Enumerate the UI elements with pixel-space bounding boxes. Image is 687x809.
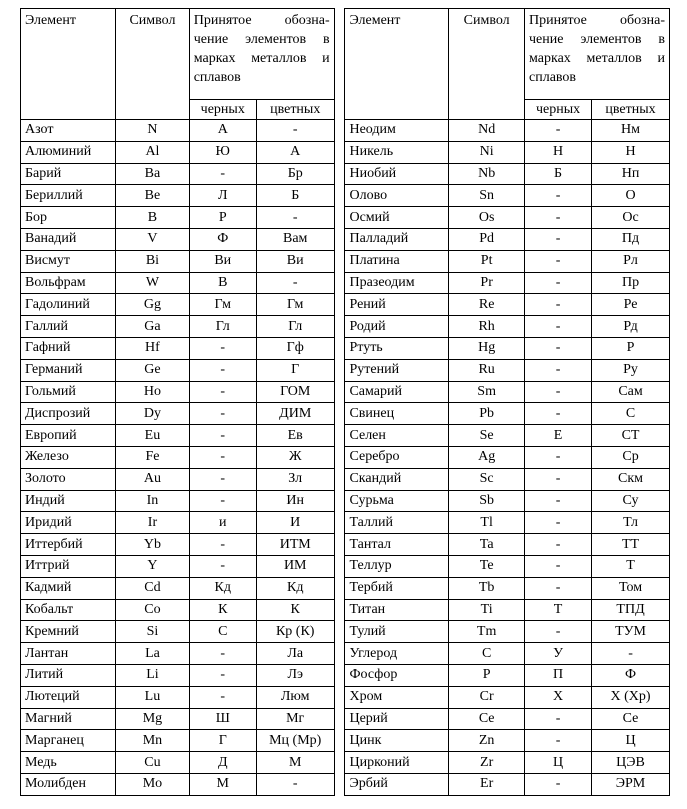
element-name: Родий: [345, 316, 449, 338]
table-row: [21, 141, 670, 163]
nonferrous-designation: ИМ: [256, 555, 334, 577]
element-symbol: Ir: [116, 512, 190, 534]
subheader-ferrous-right: черных: [525, 100, 592, 120]
nonferrous-designation: -: [592, 643, 670, 665]
element-symbol: B: [116, 207, 190, 229]
ferrous-designation: -: [525, 381, 592, 403]
element-symbol: Ag: [449, 446, 525, 468]
ferrous-designation: М: [189, 773, 256, 795]
header-element-right: Элемент: [345, 9, 449, 120]
table-row: [21, 185, 670, 207]
ferrous-designation: -: [189, 534, 256, 556]
element-symbol: Tb: [449, 577, 525, 599]
element-name: Празеодим: [345, 272, 449, 294]
table-row: [21, 752, 670, 774]
element-symbol: Ta: [449, 534, 525, 556]
table-row: [21, 228, 670, 250]
ferrous-designation: В: [189, 272, 256, 294]
ferrous-designation: Ф: [189, 228, 256, 250]
nonferrous-designation: Ев: [256, 425, 334, 447]
nonferrous-designation: Мг: [256, 708, 334, 730]
ferrous-designation: Р: [189, 207, 256, 229]
table-row: [21, 163, 670, 185]
ferrous-designation: -: [525, 773, 592, 795]
nonferrous-designation: ТУМ: [592, 621, 670, 643]
ferrous-designation: -: [525, 185, 592, 207]
element-symbol: La: [116, 643, 190, 665]
element-symbol: C: [449, 643, 525, 665]
element-symbol: Ba: [116, 163, 190, 185]
nonferrous-designation: -: [256, 120, 334, 142]
nonferrous-designation: -: [256, 207, 334, 229]
nonferrous-designation: Ж: [256, 446, 334, 468]
element-symbol: Sb: [449, 490, 525, 512]
element-name: Золото: [21, 468, 116, 490]
header-symbol-left: Символ: [116, 9, 190, 120]
nonferrous-designation: Рд: [592, 316, 670, 338]
element-name: Гольмий: [21, 381, 116, 403]
ferrous-designation: -: [525, 621, 592, 643]
ferrous-designation: -: [525, 359, 592, 381]
nonferrous-designation: Мц (Мр): [256, 730, 334, 752]
ferrous-designation: -: [189, 643, 256, 665]
ferrous-designation: -: [525, 120, 592, 142]
nonferrous-designation: Ф: [592, 664, 670, 686]
element-name: Ртуть: [345, 337, 449, 359]
nonferrous-designation: Гл: [256, 316, 334, 338]
element-symbol: Ho: [116, 381, 190, 403]
element-name: Хром: [345, 686, 449, 708]
table-row: [21, 621, 670, 643]
element-name: Рутений: [345, 359, 449, 381]
nonferrous-designation: Ц: [592, 730, 670, 752]
nonferrous-designation: Том: [592, 577, 670, 599]
element-symbol: Gg: [116, 294, 190, 316]
nonferrous-designation: Кд: [256, 577, 334, 599]
ferrous-designation: -: [189, 403, 256, 425]
nonferrous-designation: М: [256, 752, 334, 774]
ferrous-designation: -: [525, 708, 592, 730]
table-row: [21, 468, 670, 490]
element-symbol: Te: [449, 555, 525, 577]
header-row: [21, 9, 670, 100]
ferrous-designation: Т: [525, 599, 592, 621]
nonferrous-designation: Н: [592, 141, 670, 163]
element-symbol: Be: [116, 185, 190, 207]
table-row: [21, 773, 670, 795]
element-symbol: Eu: [116, 425, 190, 447]
table-row: [21, 446, 670, 468]
element-symbol: Li: [116, 664, 190, 686]
element-symbol: Hf: [116, 337, 190, 359]
nonferrous-designation: Т: [592, 555, 670, 577]
element-name: Европий: [21, 425, 116, 447]
table-row: [21, 730, 670, 752]
nonferrous-designation: -: [256, 773, 334, 795]
ferrous-designation: -: [189, 163, 256, 185]
nonferrous-designation: Ви: [256, 250, 334, 272]
element-name: Марганец: [21, 730, 116, 752]
element-name: Висмут: [21, 250, 116, 272]
nonferrous-designation: Рл: [592, 250, 670, 272]
element-name: Цинк: [345, 730, 449, 752]
element-name: Неодим: [345, 120, 449, 142]
ferrous-designation: Ви: [189, 250, 256, 272]
element-name: Кремний: [21, 621, 116, 643]
element-symbol: Au: [116, 468, 190, 490]
nonferrous-designation: Сам: [592, 381, 670, 403]
nonferrous-designation: Кр (К): [256, 621, 334, 643]
table-row: [21, 708, 670, 730]
element-symbol: Zn: [449, 730, 525, 752]
element-name: Гадолиний: [21, 294, 116, 316]
ferrous-designation: -: [525, 534, 592, 556]
table-row: [21, 294, 670, 316]
nonferrous-designation: ГОМ: [256, 381, 334, 403]
ferrous-designation: -: [189, 664, 256, 686]
ferrous-designation: -: [525, 730, 592, 752]
element-name: Вольфрам: [21, 272, 116, 294]
ferrous-designation: -: [525, 207, 592, 229]
nonferrous-designation: Х (Хр): [592, 686, 670, 708]
element-symbol: Sm: [449, 381, 525, 403]
table-row: [21, 664, 670, 686]
ferrous-designation: Е: [525, 425, 592, 447]
element-name: Медь: [21, 752, 116, 774]
ferrous-designation: Кд: [189, 577, 256, 599]
nonferrous-designation: Ре: [592, 294, 670, 316]
ferrous-designation: -: [189, 468, 256, 490]
nonferrous-designation: Зл: [256, 468, 334, 490]
element-name: Эрбий: [345, 773, 449, 795]
element-name: Цирконий: [345, 752, 449, 774]
ferrous-designation: А: [189, 120, 256, 142]
element-name: Иттрий: [21, 555, 116, 577]
ferrous-designation: -: [189, 337, 256, 359]
element-symbol: Nb: [449, 163, 525, 185]
ferrous-designation: -: [525, 468, 592, 490]
element-symbol: Ge: [116, 359, 190, 381]
element-symbol: W: [116, 272, 190, 294]
element-designation-table: [20, 8, 670, 796]
element-symbol: Pr: [449, 272, 525, 294]
header-element-left: Элемент: [21, 9, 116, 120]
element-name: Барий: [21, 163, 116, 185]
element-symbol: Nd: [449, 120, 525, 142]
ferrous-designation: -: [189, 555, 256, 577]
element-symbol: Cd: [116, 577, 190, 599]
element-name: Железо: [21, 446, 116, 468]
element-name: Сурьма: [345, 490, 449, 512]
header-designation-left: Принятое обозна-чение элементов в марках металлов и сплавов: [189, 9, 334, 100]
nonferrous-designation: -: [256, 272, 334, 294]
element-name: Олово: [345, 185, 449, 207]
element-symbol: Lu: [116, 686, 190, 708]
nonferrous-designation: Нм: [592, 120, 670, 142]
nonferrous-designation: ТТ: [592, 534, 670, 556]
element-name: Самарий: [345, 381, 449, 403]
nonferrous-designation: И: [256, 512, 334, 534]
element-symbol: Pb: [449, 403, 525, 425]
ferrous-designation: Л: [189, 185, 256, 207]
element-symbol: Mg: [116, 708, 190, 730]
nonferrous-designation: Пр: [592, 272, 670, 294]
nonferrous-designation: Пд: [592, 228, 670, 250]
ferrous-designation: -: [189, 425, 256, 447]
element-name: Церий: [345, 708, 449, 730]
element-name: Диспрозий: [21, 403, 116, 425]
element-name: Ванадий: [21, 228, 116, 250]
nonferrous-designation: Гм: [256, 294, 334, 316]
header-symbol-right: Символ: [449, 9, 525, 120]
element-name: Азот: [21, 120, 116, 142]
ferrous-designation: -: [189, 381, 256, 403]
nonferrous-designation: Г: [256, 359, 334, 381]
element-symbol: N: [116, 120, 190, 142]
table-row: [21, 381, 670, 403]
nonferrous-designation: Лэ: [256, 664, 334, 686]
subheader-nonferrous-left: цветных: [256, 100, 334, 120]
element-symbol: Cu: [116, 752, 190, 774]
nonferrous-designation: Гф: [256, 337, 334, 359]
element-symbol: Al: [116, 141, 190, 163]
ferrous-designation: -: [189, 686, 256, 708]
ferrous-designation: -: [189, 490, 256, 512]
ferrous-designation: Г: [189, 730, 256, 752]
element-symbol: Mo: [116, 773, 190, 795]
element-symbol: Mn: [116, 730, 190, 752]
nonferrous-designation: Вам: [256, 228, 334, 250]
element-name: Лютеций: [21, 686, 116, 708]
ferrous-designation: -: [525, 294, 592, 316]
ferrous-designation: -: [525, 272, 592, 294]
element-symbol: Tm: [449, 621, 525, 643]
element-name: Тантал: [345, 534, 449, 556]
element-name: Таллий: [345, 512, 449, 534]
element-name: Магний: [21, 708, 116, 730]
table-body: [21, 9, 670, 796]
element-designation-table-wrapper: [20, 8, 670, 796]
ferrous-designation: -: [525, 490, 592, 512]
element-symbol: Os: [449, 207, 525, 229]
element-name: Гафний: [21, 337, 116, 359]
nonferrous-designation: О: [592, 185, 670, 207]
element-name: Галлий: [21, 316, 116, 338]
ferrous-designation: Ш: [189, 708, 256, 730]
nonferrous-designation: С: [592, 403, 670, 425]
nonferrous-designation: ДИМ: [256, 403, 334, 425]
ferrous-designation: и: [189, 512, 256, 534]
header-designation-right: Принятое обозна-чение элементов в марках металлов и сплавов: [525, 9, 670, 100]
table-row: [21, 599, 670, 621]
ferrous-designation: -: [189, 446, 256, 468]
element-symbol: Ni: [449, 141, 525, 163]
nonferrous-designation: Люм: [256, 686, 334, 708]
nonferrous-designation: А: [256, 141, 334, 163]
ferrous-designation: -: [525, 316, 592, 338]
element-name: Осмий: [345, 207, 449, 229]
ferrous-designation: С: [189, 621, 256, 643]
ferrous-designation: К: [189, 599, 256, 621]
subheader-ferrous-left: черных: [189, 100, 256, 120]
element-name: Бериллий: [21, 185, 116, 207]
nonferrous-designation: Нп: [592, 163, 670, 185]
element-name: Титан: [345, 599, 449, 621]
ferrous-designation: -: [525, 555, 592, 577]
element-name: Платина: [345, 250, 449, 272]
element-name: Индий: [21, 490, 116, 512]
element-symbol: Er: [449, 773, 525, 795]
nonferrous-designation: Р: [592, 337, 670, 359]
element-symbol: Pt: [449, 250, 525, 272]
element-name: Кобальт: [21, 599, 116, 621]
ferrous-designation: Ю: [189, 141, 256, 163]
nonferrous-designation: Скм: [592, 468, 670, 490]
element-name: Бор: [21, 207, 116, 229]
element-name: Молибден: [21, 773, 116, 795]
element-symbol: Se: [449, 425, 525, 447]
ferrous-designation: -: [525, 250, 592, 272]
element-name: Иттербий: [21, 534, 116, 556]
element-name: Литий: [21, 664, 116, 686]
element-symbol: Cr: [449, 686, 525, 708]
element-name: Тербий: [345, 577, 449, 599]
element-symbol: Rh: [449, 316, 525, 338]
element-symbol: Yb: [116, 534, 190, 556]
element-name: Теллур: [345, 555, 449, 577]
element-name: Никель: [345, 141, 449, 163]
element-name: Ниобий: [345, 163, 449, 185]
element-name: Иридий: [21, 512, 116, 534]
ferrous-designation: Гл: [189, 316, 256, 338]
ferrous-designation: -: [525, 228, 592, 250]
subheader-nonferrous-right: цветных: [592, 100, 670, 120]
ferrous-designation: -: [525, 577, 592, 599]
ferrous-designation: Ц: [525, 752, 592, 774]
nonferrous-designation: ТПД: [592, 599, 670, 621]
element-symbol: Tl: [449, 512, 525, 534]
nonferrous-designation: К: [256, 599, 334, 621]
nonferrous-designation: ЦЭВ: [592, 752, 670, 774]
element-name: Алюминий: [21, 141, 116, 163]
table-row: [21, 512, 670, 534]
nonferrous-designation: Ру: [592, 359, 670, 381]
element-symbol: Pd: [449, 228, 525, 250]
nonferrous-designation: Ла: [256, 643, 334, 665]
ferrous-designation: -: [189, 359, 256, 381]
element-name: Тулий: [345, 621, 449, 643]
table-row: [21, 643, 670, 665]
element-symbol: V: [116, 228, 190, 250]
table-row: [21, 207, 670, 229]
ferrous-designation: У: [525, 643, 592, 665]
element-symbol: Bi: [116, 250, 190, 272]
table-row: [21, 272, 670, 294]
element-symbol: Dy: [116, 403, 190, 425]
ferrous-designation: Д: [189, 752, 256, 774]
element-symbol: Re: [449, 294, 525, 316]
table-row: [21, 250, 670, 272]
nonferrous-designation: Ср: [592, 446, 670, 468]
element-symbol: In: [116, 490, 190, 512]
element-name: Углерод: [345, 643, 449, 665]
table-row: [21, 534, 670, 556]
table-row: [21, 337, 670, 359]
table-row: [21, 577, 670, 599]
element-symbol: Zr: [449, 752, 525, 774]
element-name: Лантан: [21, 643, 116, 665]
element-symbol: Sn: [449, 185, 525, 207]
ferrous-designation: П: [525, 664, 592, 686]
nonferrous-designation: Су: [592, 490, 670, 512]
element-symbol: Co: [116, 599, 190, 621]
element-name: Серебро: [345, 446, 449, 468]
table-row: [21, 490, 670, 512]
ferrous-designation: -: [525, 512, 592, 534]
table-row: [21, 425, 670, 447]
table-row: [21, 555, 670, 577]
element-symbol: Sc: [449, 468, 525, 490]
table-row: [21, 316, 670, 338]
element-symbol: Ga: [116, 316, 190, 338]
nonferrous-designation: Ос: [592, 207, 670, 229]
ferrous-designation: -: [525, 446, 592, 468]
table-row: [21, 403, 670, 425]
element-symbol: Si: [116, 621, 190, 643]
element-name: Германий: [21, 359, 116, 381]
element-symbol: Ce: [449, 708, 525, 730]
nonferrous-designation: ИТМ: [256, 534, 334, 556]
nonferrous-designation: Тл: [592, 512, 670, 534]
table-row: [21, 686, 670, 708]
nonferrous-designation: Бр: [256, 163, 334, 185]
ferrous-designation: Гм: [189, 294, 256, 316]
nonferrous-designation: ЭРМ: [592, 773, 670, 795]
ferrous-designation: Х: [525, 686, 592, 708]
nonferrous-designation: Се: [592, 708, 670, 730]
element-name: Кадмий: [21, 577, 116, 599]
table-row: [21, 359, 670, 381]
element-name: Селен: [345, 425, 449, 447]
element-symbol: Hg: [449, 337, 525, 359]
element-name: Фосфор: [345, 664, 449, 686]
element-symbol: Ru: [449, 359, 525, 381]
element-name: Скандий: [345, 468, 449, 490]
ferrous-designation: -: [525, 337, 592, 359]
table-row: [21, 120, 670, 142]
element-symbol: Y: [116, 555, 190, 577]
element-symbol: Ti: [449, 599, 525, 621]
column-divider: [334, 9, 345, 796]
element-name: Рений: [345, 294, 449, 316]
ferrous-designation: -: [525, 403, 592, 425]
ferrous-designation: Б: [525, 163, 592, 185]
nonferrous-designation: Б: [256, 185, 334, 207]
nonferrous-designation: Ин: [256, 490, 334, 512]
element-name: Палладий: [345, 228, 449, 250]
ferrous-designation: Н: [525, 141, 592, 163]
element-symbol: Fe: [116, 446, 190, 468]
element-symbol: P: [449, 664, 525, 686]
element-name: Свинец: [345, 403, 449, 425]
nonferrous-designation: СТ: [592, 425, 670, 447]
